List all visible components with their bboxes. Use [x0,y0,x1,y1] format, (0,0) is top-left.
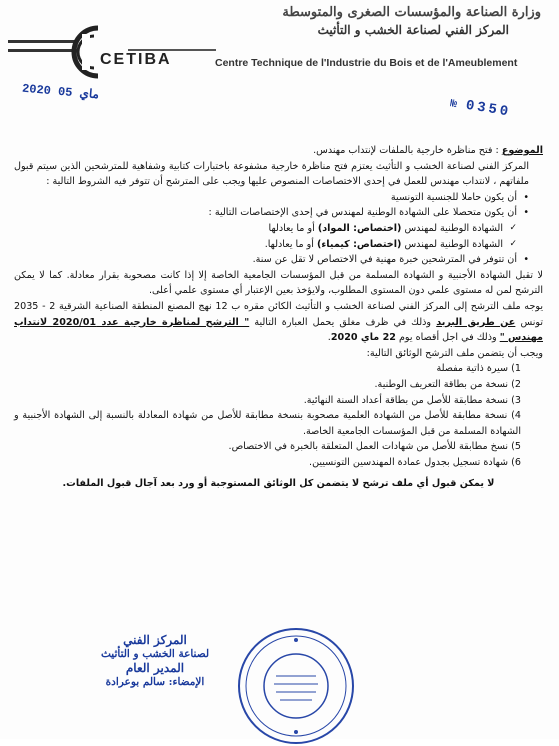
document-item: 2) نسخة من بطاقة التعريف الوطنية. [374,378,521,390]
document-item: 1) سيرة ذاتية مفصلة [436,363,521,375]
logo-text: CETIBA [100,51,172,68]
cetiba-logo [8,22,218,82]
diploma-item: ✓ الشهادة الوطنية لمهندس (اختصاص: كيمياء) أو ما يعادلها. [14,237,543,253]
official-seal-icon [238,628,354,744]
document-item: 4) نسخة مطابقة للأصل من الشهادة العلمية مصحوبة بنسخة مطابقة للأصل من شهادة المعادلة بالنسبة إلى الشهادة الأجنبية و الشهادة المسلمة من قبل المؤسسات الجامعية الخاصة. [14,410,521,437]
documents-list [14,361,543,470]
signature-line: لصناعة الخشب و التأثيث [100,648,210,660]
center-name-arabic: المركز الفني لصناعة الخشب و التأثيث [317,23,509,37]
mail-method: عن طريق البريد [436,316,516,328]
diploma-item: ✓ الشهادة الوطنية لمهندس (اختصاص: المواد) أو ما يعادلها [14,221,543,237]
subject-text: : فتح مناظرة خارجية بالملفات لإنتداب مهندس. [313,145,499,156]
condition-item: • أن تتوفر في المترشحين خبرة مهنية في الاختصاص لا تقل عن سنة. [14,252,543,268]
diploma-specialty: (اختصاص: كيمياء) [317,238,402,250]
final-note: لا يمكن قبول أي ملف ترشح لا يتضمن كل الوثائق المستوجبة أو ورد بعد آجال قبول الملفات. [62,478,495,490]
reference-stamp [449,95,512,120]
deadline: 22 ماي 2020 [330,332,396,344]
ministry-name: وزارة الصناعة والمؤسسات الصغرى والمتوسطة [282,5,541,20]
intro-paragraph: المركز الفني لصناعة الخشب و التأثيث يعتزم فتح مناظرة خارجية مشفوعة باختبارات كتابية وشفاهية للمترشحين الذين سيتم قبول ملفاتهم ، لانتداب مهندس للعمل في إحدى الاختصاصات المنصوص عليها ويجب على المترشح أن تتوفر فيه الشروط التالية : [14,160,529,188]
envelope-phrase: " الترشح لمناظرة خارجية عدد 2020/01 لانتداب مهندس " [14,316,543,344]
foreign-diploma-note: لا تقبل الشهادة الأجنبية و الشهادة المسلمة من قبل المؤسسات الجامعية الخاصة إلا إذا كانت مصحوبة بقرار معادلة. كما لا يمكن الترشح لمن له مستوى علمي دون المستوى المطلوب، ولايؤخذ بعين الإعتبار أي مستوى علمي أعلى. [14,269,543,297]
reference-number: 0350 [464,97,513,121]
seal-graphic-icon [240,630,352,742]
document-item: 5) نسخ مطابقة للأصل من شهادات العمل المتعلقة بالخبرة في الاختصاص. [228,441,521,453]
condition-item: • أن يكون متحصلا على الشهادة الوطنية لمهندس في إحدى الإختصاصات التالية : [14,205,543,221]
letter-body [14,143,543,492]
condition-item: • أن يكون حاملا للجنسية التونسية [14,190,543,206]
signature-name: الإمضاء: سالم بوعرادة [105,676,205,688]
date-stamp: 2020 ماي 05 [21,81,100,103]
signature-line: المركز الفني [123,633,187,647]
center-name-french: Centre Technique de l'Industrie du Bois et de l'Ameublement [215,57,518,69]
conditions-list [14,190,543,221]
submission-paragraph: يوجه ملف الترشح إلى المركز الفني لصناعة الخشب و التأثيث الكائن مقره ب 12 نهج المصنع المنطقة الصناعية الشرقية 2 - 2035 تونس عن طريق البريد وذلك في ظرف مغلق يحمل العبارة التالية " الترشح لمناظرة خارجية عدد 2020/01 لانتداب مهندس " وذلك في اجل أقصاه يوم 22 ماي 2020. [14,300,544,344]
subject-line [14,143,543,159]
conditions-list-cont [14,252,543,268]
signature-title: المدير العام [125,661,185,675]
diploma-specialty: (اختصاص: المواد) [317,222,402,234]
signature-block [80,633,230,689]
diplomas-list [14,221,543,252]
subject-label: الموضوع [501,145,543,156]
number-symbol: № [449,98,461,112]
document-item: 3) نسخة مطابقة للأصل من بطاقة أعداد السنة النهائية. [303,394,521,406]
documents-intro: ويجب أن يتضمن ملف الترشح الوثائق التالية: [366,347,543,359]
document-item: 6) شهادة تسجيل بجدول عمادة المهندسين التونسيين. [309,456,521,468]
